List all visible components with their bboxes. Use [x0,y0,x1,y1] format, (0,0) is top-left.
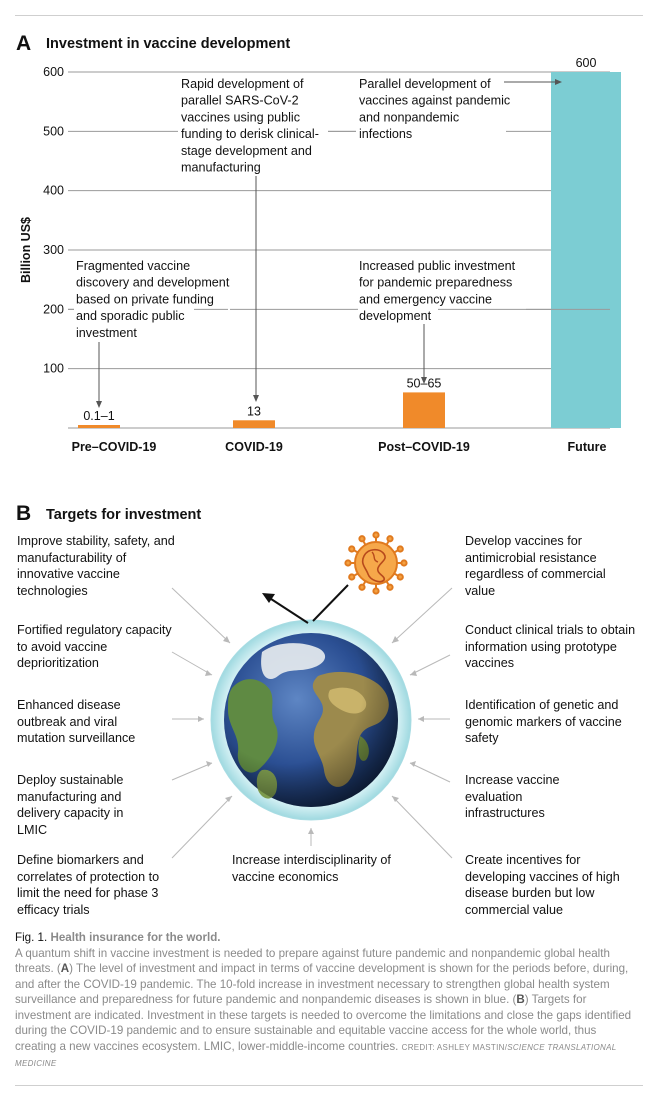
arrow-to-virus [268,597,308,623]
caption-body-2: ) The level of investment and impact in terms of vaccine development is shown for the periods before, during, and after the COVID-19 pandemic. The 10-fold increase in investment necessary to strengthen global health system surveillance and preparedness for future pandemic and nonpandemic diseases is shown in blue. ( [15,962,629,1006]
x-category-label: COVID-19 [225,440,283,454]
y-tick-label: 600 [43,65,64,79]
bar-value-label: 13 [247,404,261,419]
annotation-covid-line: parallel SARS-CoV-2 [181,93,299,108]
x-category-label: Post–COVID-19 [378,440,470,454]
x-category-label: Future [567,440,607,454]
target-evaluation-infrastructures: Increase vaccine evaluation infrastructures [465,773,560,820]
annotation-post-line: and emergency vaccine [359,292,493,307]
caption-panel-b-ref: B [516,993,525,1006]
target-biomarkers: Define biomarkers and correlates of protection to limit the need for phase 3 efficacy trials [17,853,160,917]
arrow-covid-head [253,395,259,402]
panel-a-letter: A [16,32,32,55]
credit-journal: SCIENCE TRANSLATIONAL MEDICINE [15,1042,617,1068]
y-axis-label: Billion US$ [19,217,33,283]
arrow-right-1 [392,588,452,643]
annotation-covid-line: vaccines using public [181,110,301,125]
y-tick-label: 500 [43,124,64,139]
annotation-post-line: for pandemic preparedness [359,275,513,290]
panel-a-title: Investment in vaccine development [46,36,291,52]
target-sustainable-manufacturing: Deploy sustainable manufacturing and delivery capacity in LMIC [17,773,124,837]
credit-prefix: CREDIT: ASHLEY MASTIN/ [401,1042,508,1052]
annotation-future-line: Parallel development of [359,77,491,91]
target-antimicrobial-resistance: Develop vaccines for antimicrobial resistance regardless of commercial value [465,534,606,598]
arrow-pre-head [96,401,102,408]
annotation-pre-line: investment [76,325,137,340]
target-genetic-markers: Identification of genetic and genomic markers of vaccine safety [465,698,622,745]
arrow-to-virus-head [262,593,275,603]
annotation-covid-line: stage development and [181,143,312,158]
globe-to-virus-line [313,585,348,621]
virus-spike-tip [398,546,403,551]
target-improve-stability: Improve stability, safety, and manufacturability of innovative vaccine technologies [17,534,175,598]
virus-spike-tip [359,536,364,541]
annotation-pre-line: and sporadic public [76,309,185,324]
y-tick-label: 100 [43,361,64,376]
caption-body-3: ) Targets for investment are indicated. Investment in these targets is needed to overcome the limitations and close the gaps identified during the COVID-19 pandemic and to ensure sustainable and equitable vaccine access for the whole world, thus creating a new vaccines ecosystem. LMIC, lower-middle-income countries. [15,993,632,1053]
arrow-left-2 [172,652,212,675]
target-regulatory-capacity: Fortified regulatory capacity to avoid vaccine deprioritization [17,623,172,670]
virus-spike-tip [359,585,364,590]
y-tick-label: 400 [43,183,64,198]
virus-spike-tip [349,546,354,551]
annotation-post-line: Increased public investment [359,259,516,273]
virus-spike-tip [398,574,403,579]
virus-spike-tip [401,560,406,565]
target-vaccine-economics: Increase interdisciplinarity of vaccine economics [232,853,391,884]
annotation-post-line: development [359,309,432,324]
x-category-label: Pre–COVID-19 [71,440,157,454]
arrow-left-1 [172,588,230,643]
virus-spike-tip [345,560,350,565]
target-incentives: Create incentives for developing vaccines of high disease burden but low commercial value [465,853,620,917]
caption-fig-label: Fig. 1. [15,931,48,944]
annotation-covid-line: manufacturing [181,160,261,175]
y-tick-label: 200 [43,302,64,317]
bar-value-label: 0.1–1 [83,409,115,423]
target-clinical-trials: Conduct clinical trials to obtain information using prototype vaccines [465,623,636,670]
virus-spike-tip [349,574,354,579]
globe-icon [211,620,411,820]
figure-caption [15,930,635,1072]
arrow-right-5 [392,796,452,858]
virus-spike-tip [373,588,378,593]
bar-3 [551,72,621,428]
panel-b-letter: B [16,502,32,525]
virus-icon [345,532,406,593]
bar-2 [403,392,445,428]
y-tick-label: 300 [43,243,64,257]
bottom-rule [15,1085,643,1086]
annotation-pre-line: based on private funding [76,292,214,307]
bar-value-label: 600 [575,56,597,70]
caption-fig-title: Health insurance for the world. [50,931,221,944]
panel-b-title: Targets for investment [46,507,202,523]
caption-panel-a-ref: A [60,962,70,975]
bar-1 [233,420,275,428]
virus-spike-tip [387,536,392,541]
annotation-covid-line: Rapid development of [181,77,304,91]
arrow-left-5 [172,796,232,858]
virus-spike-tip [373,532,378,537]
arrow-right-2 [410,655,450,675]
annotation-pre-line: discovery and development [76,275,230,290]
virus-spike-tip [387,585,392,590]
bar-value-label: 50–65 [406,376,442,391]
annotation-future-line: vaccines against pandemic [359,93,511,108]
arrow-left-4 [172,763,212,780]
annotation-pre-line: Fragmented vaccine [76,259,191,273]
target-outbreak-surveillance: Enhanced disease outbreak and viral mutation surveillance [17,698,136,745]
bar-0 [78,425,120,428]
investment-bar-chart [0,0,658,470]
annotation-covid-line: funding to derisk clinical- [181,127,319,142]
caption-body-1: A quantum shift in vaccine investment is needed to prepare against future pandemic and nonpandemic global health threats. ( [15,946,610,975]
arrow-right-4 [410,763,450,782]
annotation-future-line: and nonpandemic [359,110,460,125]
annotation-future-line: infections [359,127,413,142]
